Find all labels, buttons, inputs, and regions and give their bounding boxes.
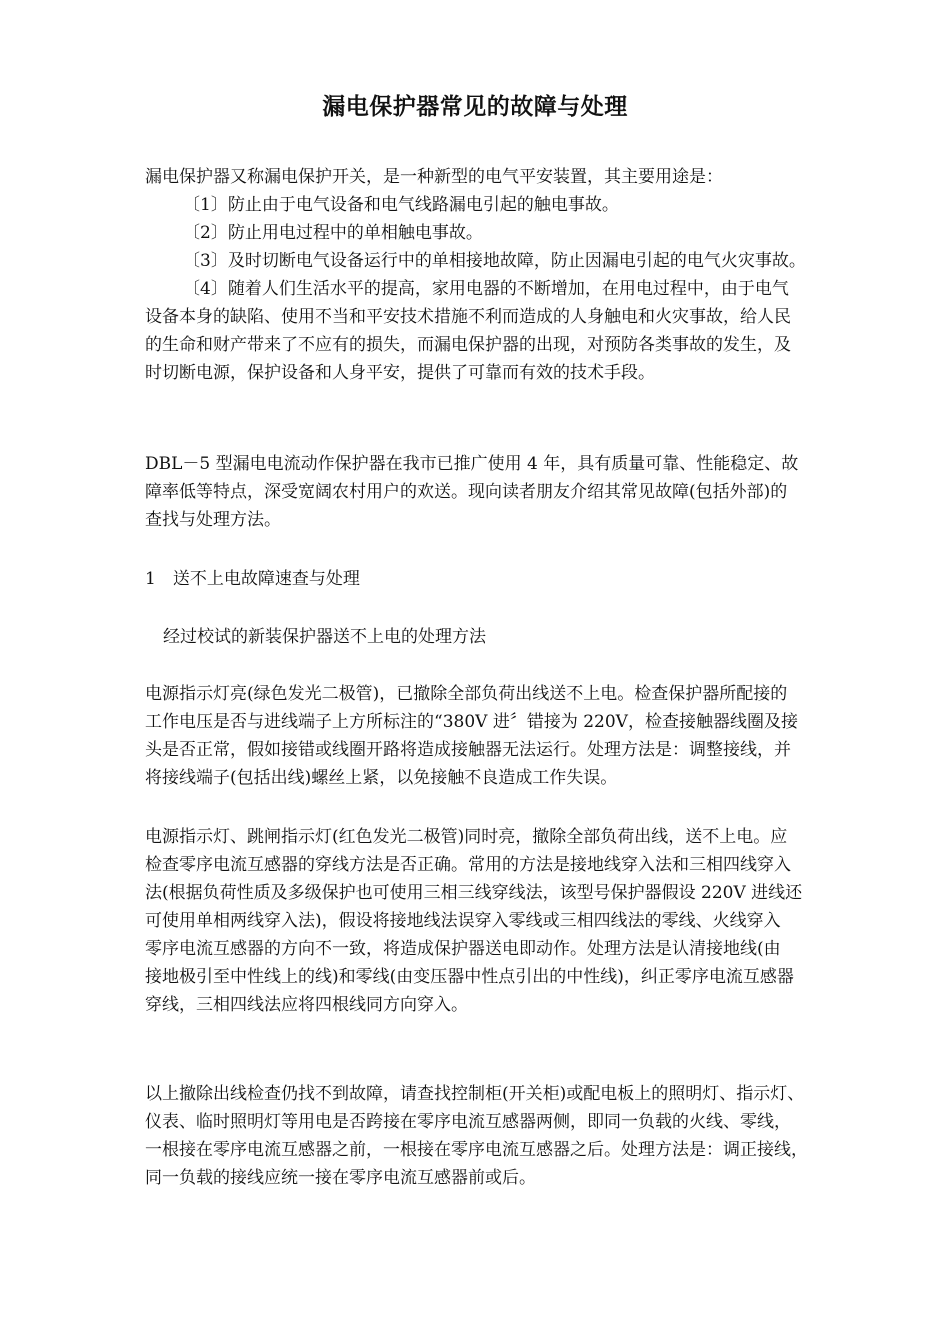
use-item-2: 〔2〕防止用电过程中的单相触电事故。 bbox=[183, 223, 483, 243]
para-line: 检查零序电流互感器的穿线方法是否正确。常用的方法是接地线穿入法和三相四线穿入 bbox=[145, 855, 791, 875]
use-item-1: 〔1〕防止由于电气设备和电气线路漏电引起的触电事故。 bbox=[183, 195, 619, 215]
para-line: 电源指示灯、跳闸指示灯(红色发光二极管)同时亮，撤除全部负荷出线，送不上电。应 bbox=[145, 827, 788, 847]
fault-paragraph-3 bbox=[145, 1080, 880, 1192]
use-item-4-cont: 设备本身的缺陷、使用不当和平安技术措施不利而造成的人身触电和火灾事故，给人民 bbox=[145, 307, 791, 327]
para-line: 接地极引至中性线上的线)和零线(由变压器中性点引出的中性线)，纠正零序电流互感器 bbox=[145, 967, 794, 987]
fault-paragraph-2 bbox=[145, 823, 880, 1019]
section-heading: 1 送不上电故障速查与处理 bbox=[145, 569, 360, 589]
dbl-line: 障率低等特点，深受宽阔农村用户的欢送。现向读者朋友介绍其常见故障(包括外部)的 bbox=[145, 482, 788, 502]
para-line: 零序电流互感器的方向不一致，将造成保护器送电即动作。处理方法是认清接地线(由 bbox=[145, 939, 781, 959]
use-item-4-cont: 时切断电源，保护设备和人身平安，提供了可靠而有效的技术手段。 bbox=[145, 363, 655, 383]
para-line: 仪表、临时照明灯等用电是否跨接在零序电流互感器两侧，即同一负载的火线、零线， bbox=[145, 1112, 791, 1132]
para-line: 穿线，三相四线法应将四根线同方向穿入。 bbox=[145, 995, 468, 1015]
para-line: 将接线端子(包括出线)螺丝上紧，以免接触不良造成工作失误。 bbox=[145, 768, 618, 788]
intro-paragraph bbox=[145, 163, 880, 387]
use-item-4: 〔4〕随着人们生活水平的提高，家用电器的不断增加，在用电过程中，由于电气 bbox=[183, 279, 789, 299]
intro-line: 漏电保护器又称漏电保护开关，是一种新型的电气平安装置，其主要用途是： bbox=[145, 167, 723, 187]
subheading: 经过校试的新装保护器送不上电的处理方法 bbox=[163, 627, 486, 647]
section-1-heading bbox=[145, 565, 880, 593]
dbl-paragraph bbox=[145, 450, 880, 534]
para-line: 可使用单相两线穿入法)，假设将接地线法误穿入零线或三相四线法的零线、火线穿入 bbox=[145, 911, 781, 931]
para-line: 同一负载的接线应统一接在零序电流互感器前或后。 bbox=[145, 1168, 536, 1188]
para-line: 电源指示灯亮(绿色发光二极管)，已撤除全部负荷出线送不上电。检查保护器所配接的 bbox=[145, 684, 788, 704]
para-line: 工作电压是否与进线端子上方所标注的“380V 进〞错接为 220V，检查接触器线圈及接 bbox=[145, 712, 798, 732]
document-title: 漏电保护器常见的故障与处理 bbox=[322, 93, 628, 120]
use-item-3: 〔3〕及时切断电气设备运行中的单相接地故障，防止因漏电引起的电气火灾事故。 bbox=[183, 251, 806, 271]
section-1-subheading bbox=[145, 623, 880, 651]
para-line: 一根接在零序电流互感器之前，一根接在零序电流互感器之后。处理方法是：调正接线， bbox=[145, 1140, 808, 1160]
fault-paragraph-1 bbox=[145, 680, 880, 792]
dbl-line: 查找与处理方法。 bbox=[145, 510, 281, 530]
dbl-line: DBL－5 型漏电电流动作保护器在我市已推广使用 4 年，具有质量可靠、性能稳定、故 bbox=[145, 454, 799, 474]
para-line: 法(根据负荷性质及多级保护也可使用三相三线穿线法，该型号保护器假设 220V 进线还 bbox=[145, 883, 803, 903]
para-line: 以上撤除出线检查仍找不到故障，请查找控制柜(开关柜)或配电板上的照明灯、指示灯、 bbox=[145, 1084, 805, 1104]
use-item-4-cont: 的生命和财产带来了不应有的损失，而漏电保护器的出现，对预防各类事故的发生，及 bbox=[145, 335, 791, 355]
para-line: 头是否正常，假如接错或线圈开路将造成接触器无法运行。处理方法是：调整接线，并 bbox=[145, 740, 791, 760]
